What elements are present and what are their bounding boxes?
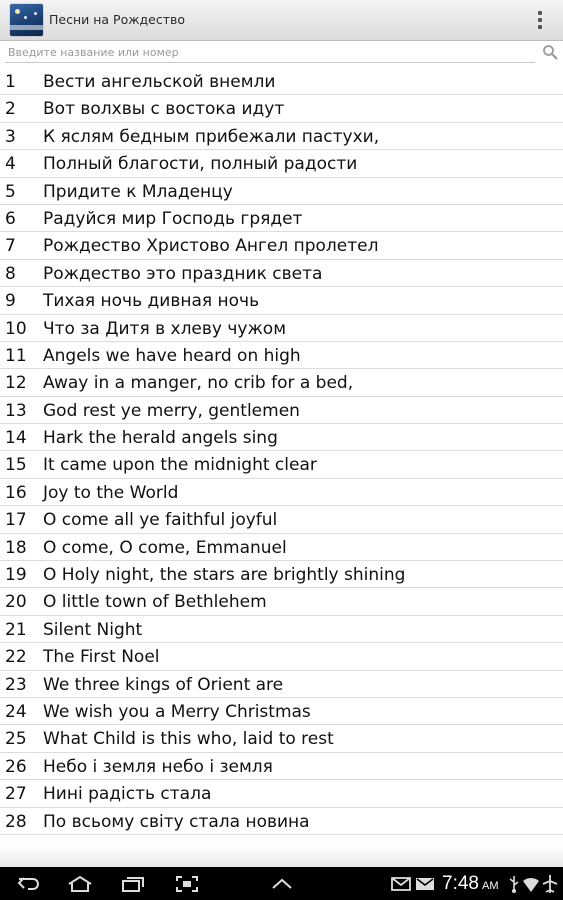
song-row[interactable] [0,616,563,643]
song-row[interactable] [0,506,563,533]
song-row[interactable] [0,205,563,232]
list-bottom-shade [0,845,563,867]
song-number: 14 [5,428,27,449]
usb-icon [507,874,521,894]
song-title: Полный благости, полный радости [43,154,358,175]
home-icon[interactable] [66,875,94,893]
song-title: Что за Дитя в хлеву чужом [43,318,287,339]
up-arrow-icon[interactable] [270,877,294,891]
song-number: 7 [5,236,16,257]
back-icon[interactable] [16,875,42,893]
song-title: What Child is this who, laid to rest [43,729,334,750]
song-row[interactable] [0,424,563,451]
song-title: We three kings of Orient are [43,674,284,695]
song-number: 3 [5,126,16,147]
song-number: 10 [5,318,27,339]
song-number: 11 [5,345,27,366]
song-title: The First Noel [43,647,160,668]
song-number: 16 [5,482,27,503]
song-title: O come all ye faithful joyful [43,510,278,531]
song-row[interactable] [0,123,563,150]
song-title: Hark the herald angels sing [43,428,278,449]
song-row[interactable] [0,150,563,177]
song-title: Angels we have heard on high [43,345,301,366]
song-title: Нині радість стала [43,784,212,805]
screenshot-icon[interactable] [174,875,200,893]
action-bar [0,0,563,41]
song-number: 23 [5,674,27,695]
song-number: 17 [5,510,27,531]
airplane-icon [541,874,559,894]
song-number: 27 [5,784,27,805]
clock-ampm: AM [481,880,499,892]
song-number: 22 [5,647,27,668]
song-number: 2 [5,99,16,120]
song-row[interactable] [0,397,563,424]
song-number: 6 [5,208,16,229]
clock-time: 7:48 [442,873,479,894]
song-row[interactable] [0,643,563,670]
song-number: 13 [5,400,27,421]
song-row[interactable] [0,178,563,205]
gmail-icon [415,877,435,891]
song-number: 5 [5,181,16,202]
overflow-menu-icon[interactable] [532,10,548,30]
song-row[interactable] [0,232,563,259]
song-row[interactable] [0,671,563,698]
song-row[interactable] [0,315,563,342]
song-title: O come, O come, Emmanuel [43,537,287,558]
song-number: 15 [5,455,27,476]
song-row[interactable] [0,260,563,287]
search-bar [0,41,563,67]
song-title: Тихая ночь дивная ночь [43,291,260,312]
song-row[interactable] [0,534,563,561]
song-number: 4 [5,154,16,175]
song-number: 24 [5,701,27,722]
song-row[interactable] [0,698,563,725]
song-title: К яслям бедным прибежали пастухи, [43,126,380,147]
song-title: Рождество это праздник света [43,263,323,284]
app-title: Песни на Рождество [49,12,185,27]
song-number: 25 [5,729,27,750]
song-row[interactable] [0,561,563,588]
song-title: Рождество Христово Ангел пролетел [43,236,379,257]
song-row[interactable] [0,369,563,396]
song-title: Вести ангельской внемли [43,72,276,92]
song-list [0,68,563,835]
song-number: 28 [5,811,27,832]
song-title: O little town of Bethlehem [43,592,267,613]
song-number: 18 [5,537,27,558]
song-title: It came upon the midnight clear [43,455,317,476]
song-row[interactable] [0,479,563,506]
song-title: God rest ye merry, gentlemen [43,400,300,421]
song-row[interactable] [0,725,563,752]
search-icon[interactable] [542,44,558,60]
song-row[interactable] [0,808,563,835]
song-title: По всьому світу стала новина [43,811,310,832]
song-row[interactable] [0,95,563,122]
song-row[interactable] [0,780,563,807]
search-input[interactable] [5,43,535,63]
song-number: 21 [5,619,27,640]
song-number: 19 [5,565,27,586]
system-bar [0,867,563,900]
song-row[interactable] [0,287,563,314]
recent-apps-icon[interactable] [120,875,146,893]
clock [442,873,498,895]
song-title: Придите к Младенцу [43,181,233,202]
song-number: 26 [5,756,27,777]
song-title: We wish you a Merry Christmas [43,701,311,722]
song-number: 20 [5,592,27,613]
song-title: O Holy night, the stars are brightly shining [43,565,406,586]
mail-icon [391,877,411,891]
wifi-icon [522,875,540,893]
song-title: Небо і земля небо і земля [43,756,273,777]
song-row[interactable] [0,451,563,478]
song-title: Away in a manger, no crib for a bed, [43,373,354,394]
song-title: Silent Night [43,619,143,640]
song-title: Вот волхвы с востока идут [43,99,285,120]
song-row[interactable] [0,753,563,780]
song-title: Joy to the World [43,482,179,503]
song-number: 12 [5,373,27,394]
song-title: Радуйся мир Господь грядет [43,208,303,229]
song-row[interactable] [0,68,563,95]
song-number: 1 [5,72,16,92]
app-icon[interactable] [10,4,43,36]
song-number: 9 [5,291,16,312]
song-row[interactable] [0,588,563,615]
song-number: 8 [5,263,16,284]
song-row[interactable] [0,342,563,369]
